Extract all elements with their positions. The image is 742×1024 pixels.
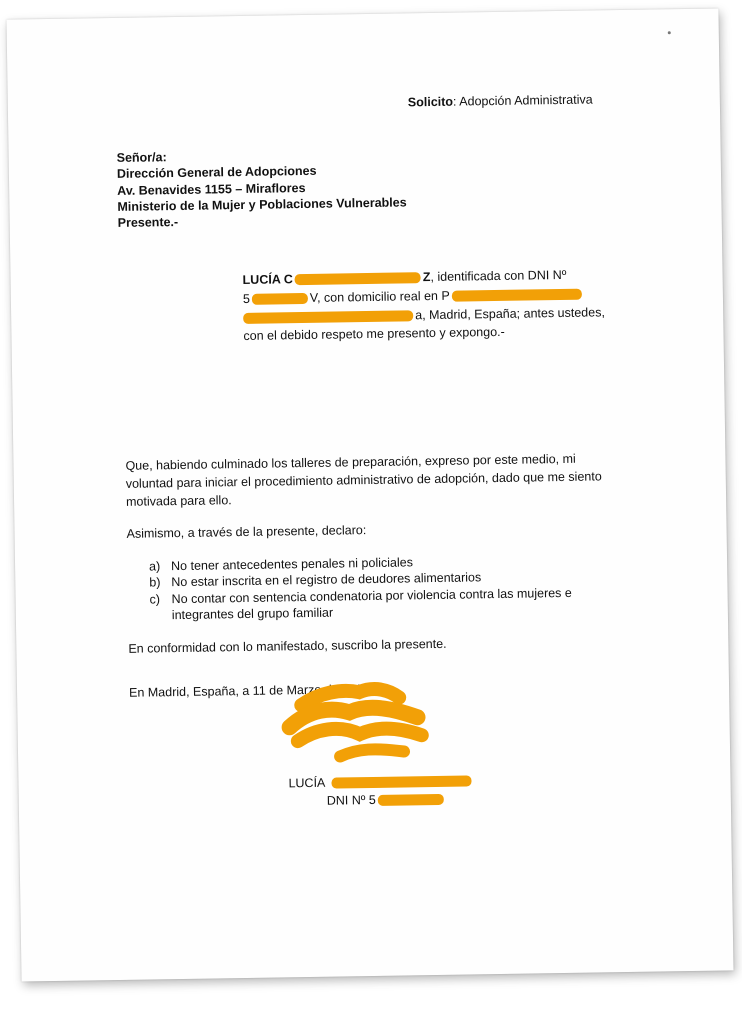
declarations-list [149, 551, 618, 623]
subject-value: : Adopción Administrativa [452, 92, 593, 109]
applicant-name: LUCÍA C [242, 272, 293, 287]
addressee-block [117, 145, 407, 231]
signer-block [288, 772, 509, 810]
intro-closing: con el debido respeto me presento y expongo.- [243, 325, 505, 344]
list-marker: c) [149, 591, 161, 606]
date-line: En Madrid, España, a 11 de Marzo de 2024. [128, 681, 374, 700]
redaction-mark [331, 776, 471, 789]
redaction-mark [378, 794, 444, 806]
applicant-name-tail: Z [422, 270, 431, 285]
redaction-mark [243, 310, 413, 324]
subject-label: Solicito [407, 94, 454, 110]
signer-name: LUCÍA [288, 775, 326, 791]
addressee-ministry: Ministerio de la Mujer y Poblaciones Vulnerables [117, 195, 407, 214]
redaction-mark [452, 289, 582, 302]
body-paragraph-2: Asimismo, a través de la presente, declaro: [126, 523, 367, 542]
body-paragraph-3: En conformidad con lo manifestado, suscribo la presente. [128, 636, 447, 656]
intro-paragraph [242, 265, 613, 346]
body-paragraph-1: Que, habiendo culminado los talleres de preparación, expreso por este medio, mi voluntad para iniciar el procedimiento administrativo de adopción, dado que me siento motivada para ello. [125, 451, 602, 509]
list-text: No contar con sentencia condenatoria por violencia contra las mujeres e integrantes del grupo familiar [171, 585, 572, 622]
address-tail: a, Madrid, España; antes ustedes, [415, 304, 605, 322]
domicile-text: V, con domicilio real en P [309, 288, 450, 305]
letter-page [6, 8, 733, 981]
list-item [149, 584, 617, 624]
addressee-salutation: Señor/a: [116, 150, 167, 165]
redaction-mark [252, 293, 308, 305]
addressee-presente: Presente.- [117, 214, 179, 230]
dni-prefix: 5 [242, 291, 250, 306]
id-text: , identificada con DNI Nº [430, 267, 567, 285]
list-text: No tener antecedentes penales ni policiales [170, 555, 414, 574]
list-marker: a) [148, 559, 161, 574]
signature-redaction [279, 677, 430, 771]
list-text: No estar inscrita en el registro de deudores alimentarios [171, 570, 482, 590]
addressee-department: Dirección General de Adopciones [116, 164, 317, 182]
list-marker: b) [149, 575, 161, 590]
subject-line [408, 91, 593, 111]
signer-dni: DNI Nº 5 [326, 792, 376, 808]
addressee-address: Av. Benavides 1155 – Miraflores [117, 180, 306, 198]
redaction-mark [295, 272, 421, 285]
